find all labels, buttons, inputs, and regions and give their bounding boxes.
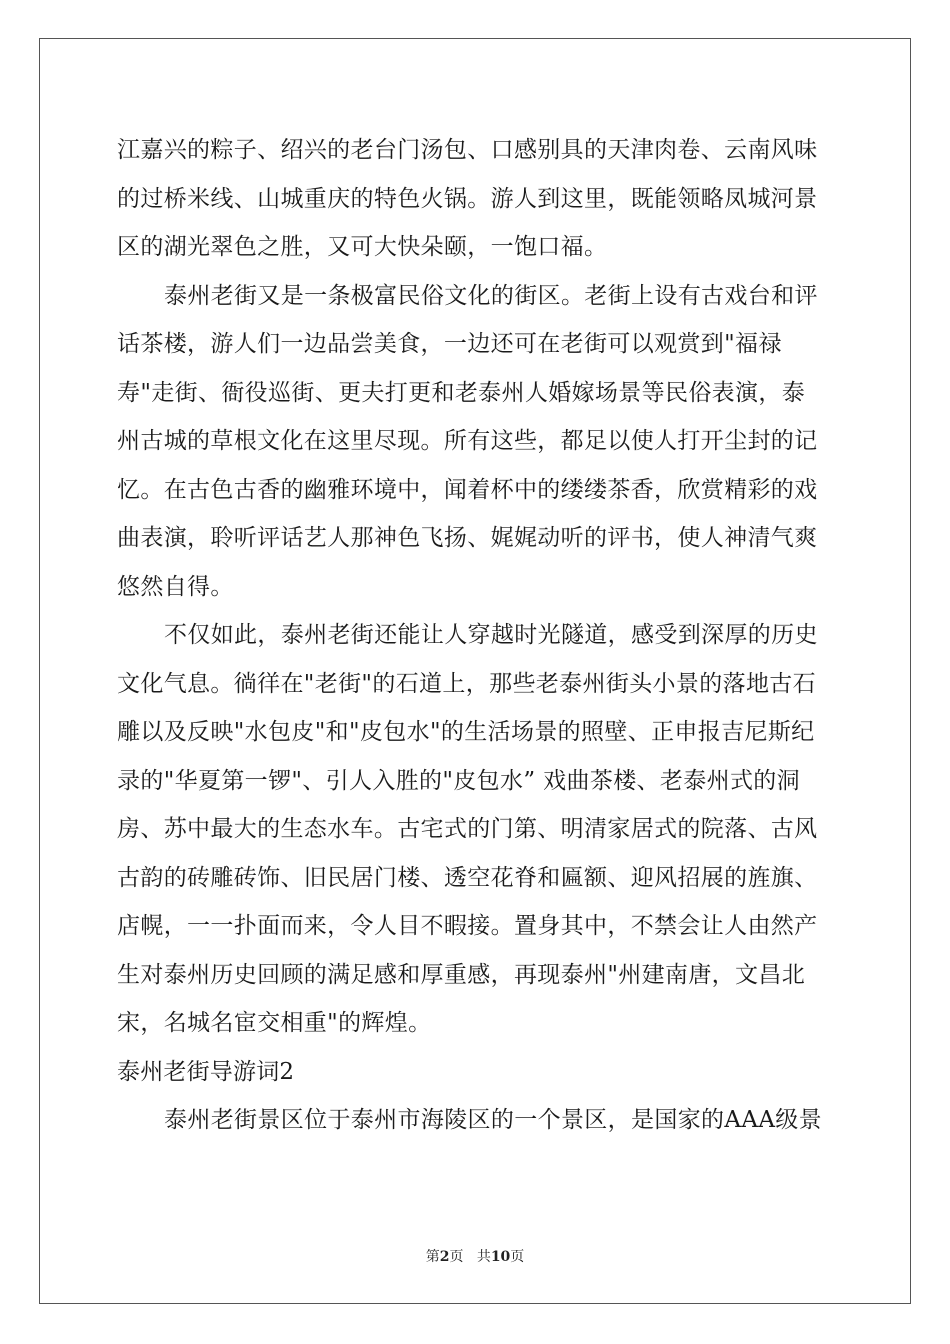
text-line: 生对泰州历史回顾的满足感和厚重感，再现泰州"州建南唐，文昌北 xyxy=(117,961,806,988)
text-line: 的过桥米线、山城重庆的特色火锅。游人到这里，既能领略凤城河景 xyxy=(117,185,818,212)
text-line: 区的湖光翠色之胜，又可大快朵颐，一饱口福。 xyxy=(117,234,608,260)
page-current: 2 xyxy=(439,1249,450,1265)
text-line: 话茶楼，游人们一边品尝美食，一边还可在老街可以观赏到"福禄 xyxy=(117,331,782,357)
paragraph-first-line: 泰州老街又是一条极富民俗文化的街区。老街上设有古戏台和评 xyxy=(164,282,818,309)
text-line: 录的"华夏第一锣"、引人入胜的"皮包水” 戏曲茶楼、老泰州式的洞 xyxy=(117,767,801,794)
text-line: 忆。在古色古香的幽雅环境中，闻着杯中的缕缕茶香，欣赏精彩的戏 xyxy=(117,476,818,503)
text-line: 悠然自得。 xyxy=(117,573,234,600)
document-body xyxy=(117,126,833,1145)
paragraph-first-line: 泰州老街景区位于泰州市海陵区的一个景区，是国家的AAA级景 xyxy=(164,1107,822,1133)
section-heading: 泰州老街导游词2 xyxy=(117,1058,295,1085)
text-line: 店幌，一一扑面而来，令人目不暇接。置身其中，不禁会让人由然产 xyxy=(117,913,818,939)
page-prefix: 第 xyxy=(425,1249,440,1265)
text-line: 州古城的草根文化在这里尽现。所有这些，都足以使人打开尘封的记 xyxy=(117,428,818,454)
text-line: 雕以及反映"水包皮"和"皮包水"的生活场景的照壁、正申报吉尼斯纪 xyxy=(117,719,815,745)
text-line: 古韵的砖雕砖饰、旧民居门楼、透空花脊和匾额、迎风招展的旌旗、 xyxy=(117,864,818,891)
total-prefix: 共 xyxy=(476,1249,491,1265)
page-total: 10 xyxy=(490,1249,511,1265)
total-suffix: 页 xyxy=(510,1249,525,1265)
text-line: 房、苏中最大的生态水车。古宅式的门第、明清家居式的院落、古风 xyxy=(117,816,818,842)
text-line: 曲表演，聆听评话艺人那神色飞扬、娓娓动听的评书，使人神清气爽 xyxy=(117,525,818,551)
text-line: 宋，名城名宦交相重"的辉煌。 xyxy=(117,1010,432,1036)
text-line: 寿"走街、衙役巡街、更夫打更和老泰州人婚嫁场景等民俗表演，泰 xyxy=(117,379,806,406)
text-line: 江嘉兴的粽子、绍兴的老台门汤包、口感别具的天津肉卷、云南风味 xyxy=(117,137,818,163)
paragraph-first-line: 不仅如此，泰州老街还能让人穿越时光隧道，感受到深厚的历史 xyxy=(164,622,818,648)
page-footer xyxy=(0,1246,950,1266)
page-suffix: 页 xyxy=(449,1249,464,1265)
text-line: 文化气息。徜徉在"老街"的石道上，那些老泰州街头小景的落地古石 xyxy=(117,670,817,697)
